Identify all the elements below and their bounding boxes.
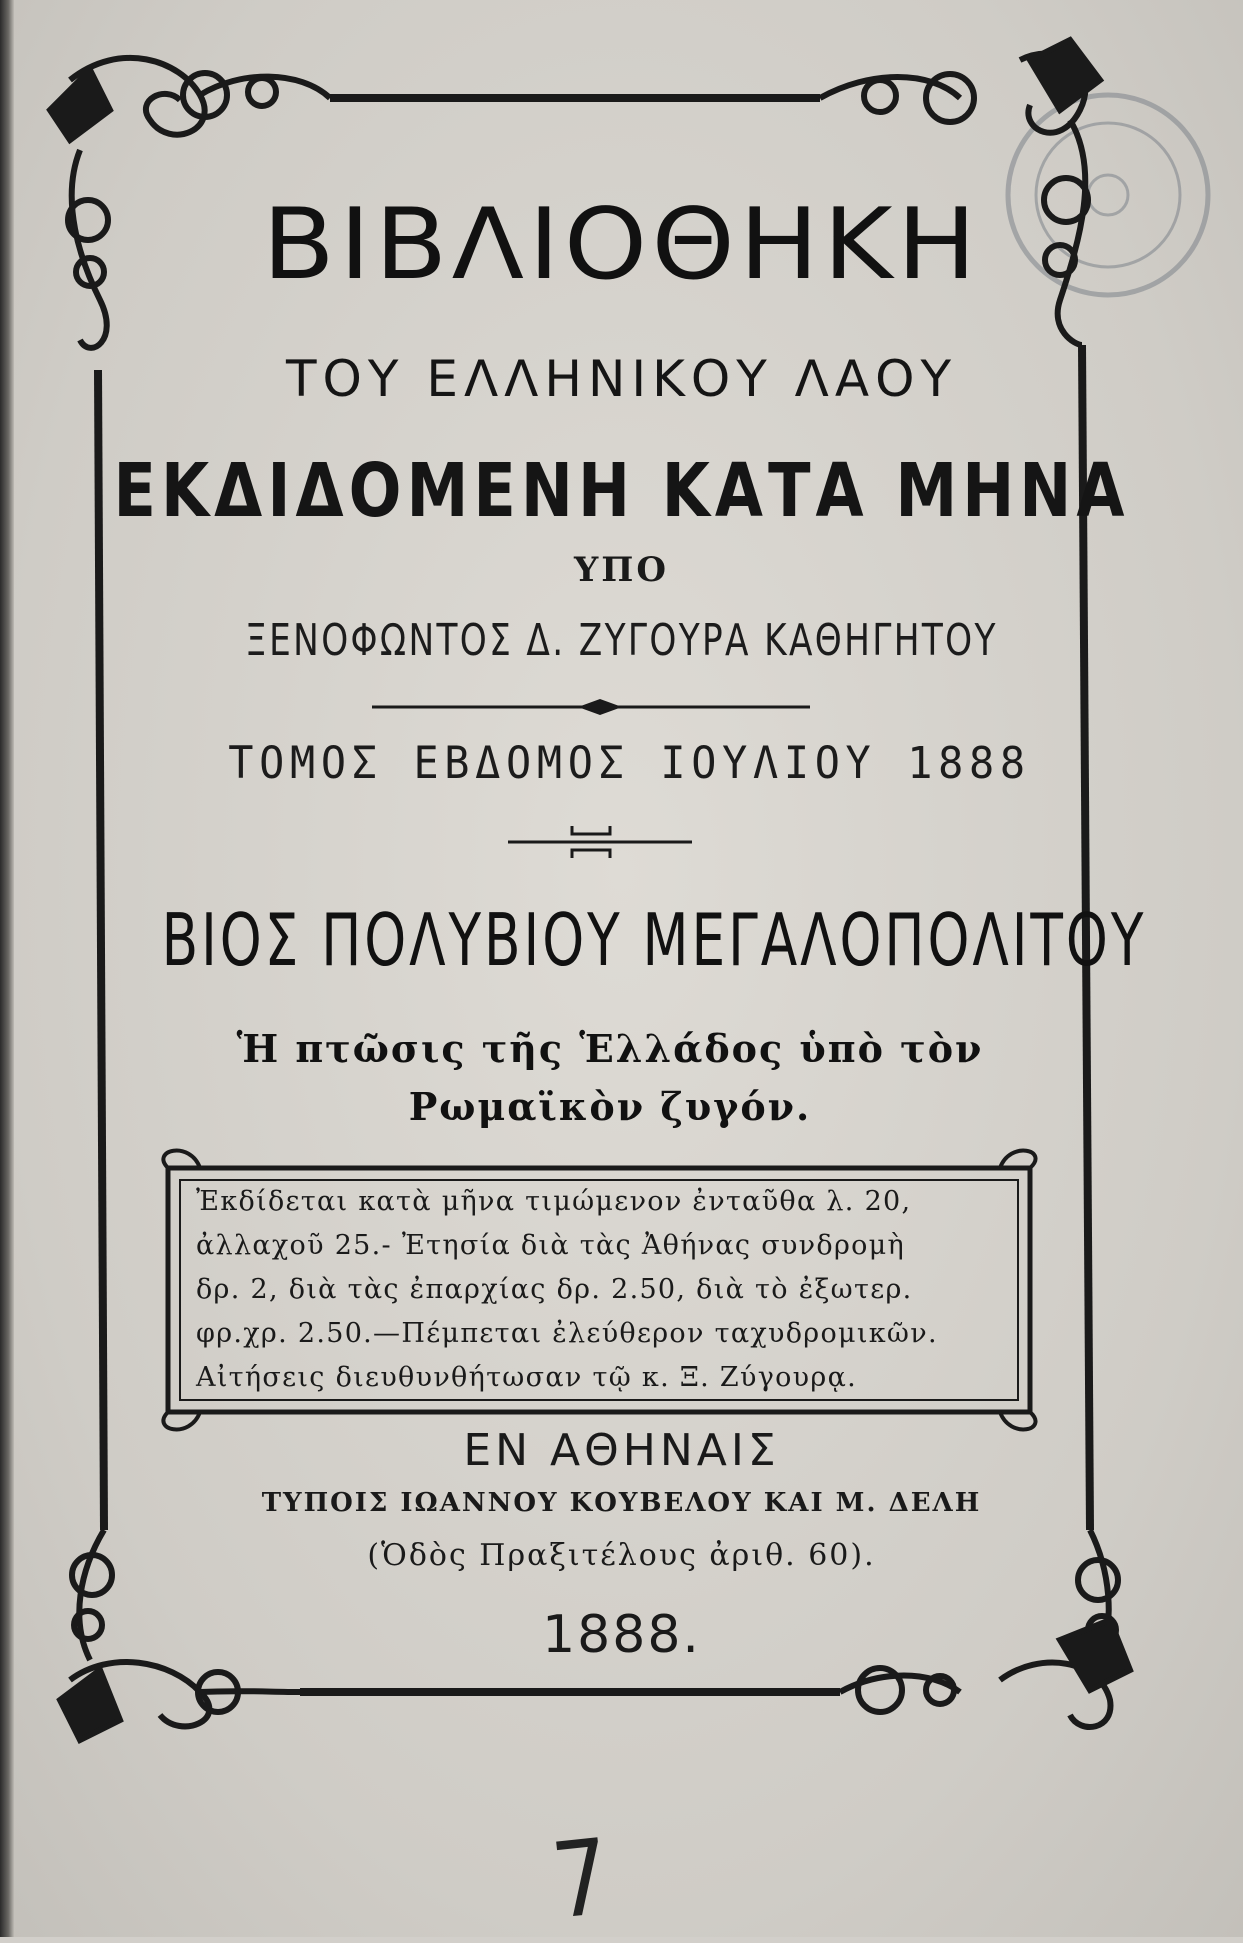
volume-info: ΤΟΜΟΣ ΕΒΔΟΜΟΣ ΙΟΥΛΙΟΥ 1888 [228, 738, 1031, 789]
notice-line: ἀλλαχοῦ 25.- Ἐτησία διὰ τὰς Ἀθήνας συνδρομὴ [196, 1230, 906, 1261]
subtitle-line-1: ΤΟΥ ΕΛΛΗΝΙΚΟΥ ΛΑΟΥ [286, 350, 957, 408]
publication-year: 1888. [542, 1605, 701, 1665]
by-label: ΥΠΟ [574, 550, 669, 590]
printer-info: ΤΥΠΟΙΣ ΙΩΑΝΝΟΥ ΚΟΥΒΕΛΟΥ ΚΑΙ Μ. ΔΕΛΗ [261, 1488, 982, 1518]
notice-line: Ἐκδίδεται κατὰ μῆνα τιμώμενον ἐνταῦθα λ. 20, [196, 1186, 912, 1217]
subscription-notice [196, 1180, 1026, 1400]
notice-line: φρ.χρ. 2.50.—Πέμπεται ἐλεύθερον ταχυδρομικῶν. [196, 1318, 938, 1349]
separator-bracket [508, 826, 692, 858]
separator-diamond [372, 699, 810, 715]
work-subtitle: Ἡ πτῶσις τῆς Ἑλλάδος ὑπὸ τὸν Ρωμαϊκὸν ζυγόν. [236, 1026, 984, 1129]
notice-line: δρ. 2, διὰ τὰς ἐπαρχίας δρ. 2.50, διὰ τὸ ἐξωτερ. [196, 1274, 913, 1305]
work-title: ΒΙΟΣ ΠΟΛΥΒΙΟΥ ΜΕΓΑΛΟΠΟΛΙΤΟΥ [161, 898, 1147, 982]
page-title: ΒΙΒΛΙΟΘΗΚΗ [262, 188, 981, 302]
notice-line: Αἰτήσεις διευθυνθήτωσαν τῷ κ. Ξ. Ζύγουρᾳ. [196, 1362, 857, 1393]
place-of-publication: ΕΝ ΑΘΗΝΑΙΣ [463, 1425, 780, 1476]
subtitle-line-2: ΕΚΔΙΔΟΜΕΝΗ ΚΑΤΑ ΜΗΝΑ [113, 448, 1130, 534]
editor-name: ΞΕΝΟΦΩΝΤΟΣ Δ. ΖΥΓΟΥΡΑ ΚΑΘΗΓΗΤΟΥ [245, 615, 998, 666]
printer-address: (Ὁδὸς Πραξιτέλους ἀριθ. 60). [367, 1538, 876, 1573]
handwritten-number: 7 [546, 1815, 616, 1943]
